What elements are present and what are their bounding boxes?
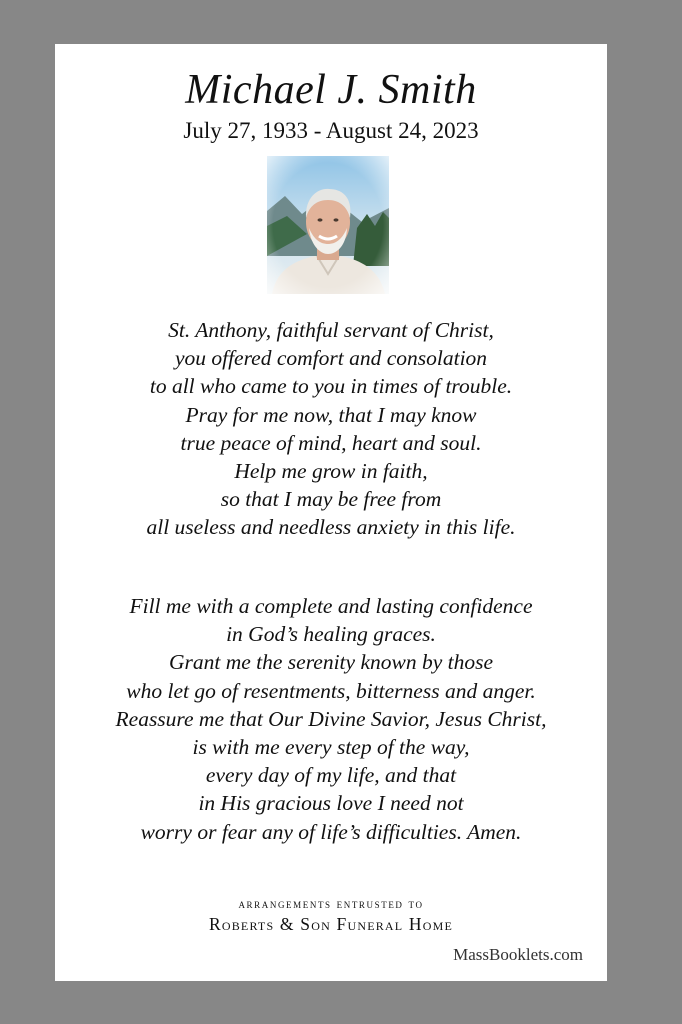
life-dates: July 27, 1933 - August 24, 2023 [183, 118, 479, 143]
prayer-line: true peace of mind, heart and soul. [180, 430, 482, 455]
prayer-line: in His gracious love I need not [198, 791, 464, 816]
prayer-line: every day of my life, and that [205, 763, 457, 788]
prayer-line: Grant me the serenity known by those [168, 650, 494, 675]
arrangements-label: arrangements entrusted to [238, 896, 424, 911]
prayer-line: St. Anthony, faithful servant of Christ, [168, 318, 494, 342]
prayer-line: to all who came to you in times of trouble. [149, 374, 513, 399]
prayer-card [55, 44, 607, 981]
prayer-line: so that I may be free from [220, 487, 442, 512]
deceased-name: Michael J. Smith [185, 67, 477, 113]
prayer-line: is with me every step of the way, [192, 735, 470, 760]
prayer-line: you offered comfort and consolation [174, 346, 488, 371]
prayer-line: Fill me with a complete and lasting confidence [129, 594, 533, 618]
prayer-stanza-1 [55, 316, 607, 542]
portrait-photo [267, 156, 389, 294]
prayer-line: Help me grow in faith, [234, 459, 428, 484]
prayer-line: all useless and needless anxiety in this life. [146, 515, 516, 540]
prayer-line: Pray for me now, that I may know [185, 402, 477, 427]
publisher-credit: MassBooklets.com [453, 945, 583, 964]
funeral-home-name: Roberts & Son Funeral Home [208, 914, 454, 934]
prayer-line: Reassure me that Our Divine Savior, Jesus Christ, [115, 706, 547, 731]
prayer-stanza-2 [55, 592, 607, 846]
prayer-line: in God’s healing graces. [226, 622, 436, 647]
prayer-line: worry or fear any of life’s difficulties. Amen. [140, 819, 522, 844]
prayer-line: who let go of resentments, bitterness and anger. [126, 678, 536, 703]
